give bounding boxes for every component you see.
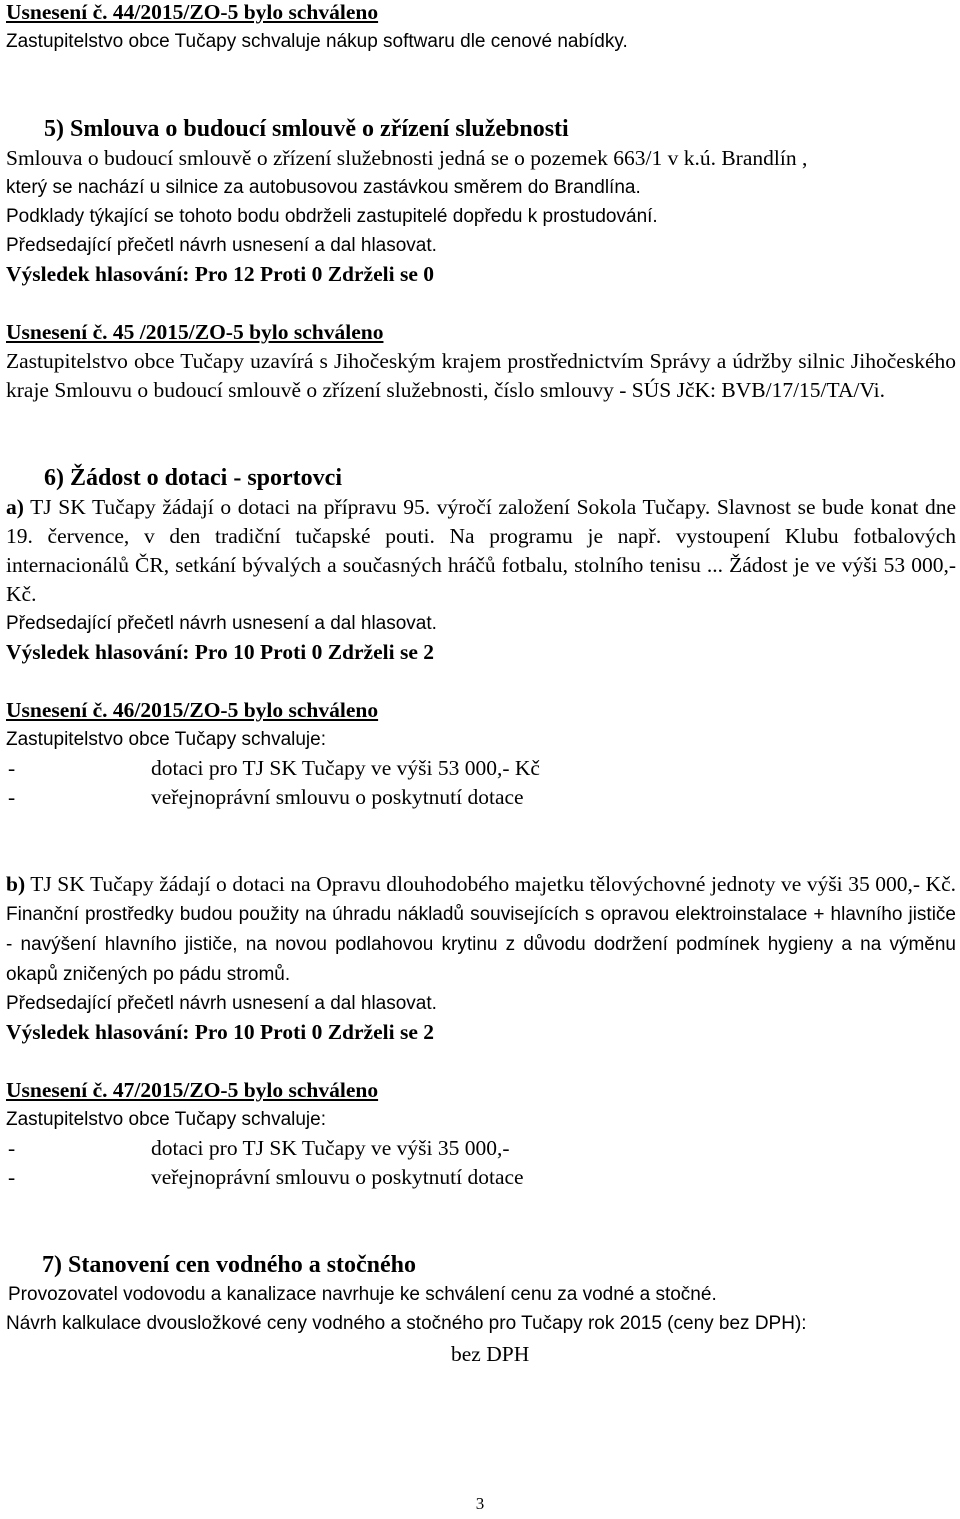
chair-statement: Předsedající přečetl návrh usnesení a dal hlasovat.	[6, 613, 437, 634]
resolution-45	[6, 318, 956, 405]
item-text: TJ SK Tučapy žádají o dotaci na Opravu dlouhodobého majetku tělovýchovné jednoty ve výši 35 000,- Kč.	[25, 872, 956, 896]
section-title: 6) Žádost o dotaci - sportovci	[44, 465, 342, 491]
item-text: Finanční prostředky budou použity na úhradu nákladů souvisejících s opravou elektroinstalace + hlavního jističe - navýšení hlavního jističe, na novou podlahovou krytinu z důvodu dodržení podmínek hygieny a na výměnu okapů zničených po pádu stromů.	[6, 904, 956, 985]
section-line: Provozovatel vodovodu a kanalizace navrhuje ke schválení cenu za vodné a stočné.	[8, 1284, 717, 1305]
resolution-intro: Zastupitelstvo obce Tučapy schvaluje:	[6, 729, 327, 750]
resolution-intro: Zastupitelstvo obce Tučapy schvaluje:	[6, 1109, 327, 1130]
vote-result: Výsledek hlasování: Pro 10 Proti 0 Zdrželi se 2	[6, 640, 434, 664]
page-number: 3	[475, 1494, 485, 1513]
resolution-text: Zastupitelstvo obce Tučapy uzavírá s Jihočeským krajem prostřednictvím Správy a údržby silnic Jihočeského kraje Smlouvu o budoucí smlouvě o zřízení služebnosti, číslo smlouvy - SÚS JčK: BVB/17/15/TA/Vi.	[6, 349, 956, 402]
list-item-text: veřejnoprávní smlouvu o poskytnutí dotace	[151, 785, 524, 809]
section-title: 5) Smlouva o budoucí smlouvě o zřízení služebnosti	[44, 116, 569, 142]
list-item-text: dotaci pro TJ SK Tučapy ve výši 35 000,-	[151, 1136, 510, 1160]
section-5	[6, 114, 956, 289]
resolution-47	[6, 1076, 956, 1192]
resolution-heading: Usnesení č. 45 /2015/ZO-5 bylo schváleno	[6, 320, 384, 344]
list-item	[6, 754, 956, 783]
section-6b	[6, 870, 956, 1047]
section-7	[6, 1250, 956, 1369]
section-title: 7) Stanovení cen vodného a stočného	[42, 1252, 417, 1278]
item-label: b)	[6, 872, 26, 896]
list-item-text: veřejnoprávní smlouvu o poskytnutí dotace	[151, 1165, 524, 1189]
section-paragraph	[6, 870, 956, 989]
section-line: Podklady týkající se tohoto bodu obdrželi zastupitelé dopředu k prostudování.	[6, 206, 658, 227]
list-item-text: dotaci pro TJ SK Tučapy ve výši 53 000,- Kč	[151, 756, 540, 780]
section-paragraph	[6, 493, 956, 609]
section-6	[6, 463, 956, 667]
list-item	[6, 1163, 956, 1192]
list-item	[6, 783, 956, 812]
chair-statement: Předsedající přečetl návrh usnesení a dal hlasovat.	[6, 993, 437, 1014]
resolution-heading: Usnesení č. 47/2015/ZO-5 bylo schváleno	[6, 1078, 379, 1102]
resolution-text: Zastupitelstvo obce Tučapy schvaluje nákup softwaru dle cenové nabídky.	[6, 31, 628, 52]
list-item	[6, 1134, 956, 1163]
resolution-44	[6, 0, 956, 56]
vote-result: Výsledek hlasování: Pro 10 Proti 0 Zdrželi se 2	[6, 1020, 434, 1044]
item-text: TJ SK Tučapy žádají o dotaci na přípravu 95. výročí založení Sokola Tučapy. Slavnost se bude konat dne 19. července, v den tradiční tučapské pouti. Na programu je např. vystoupení Klubu fotbalových internacionálů ČR, setkání bývalých a současných hráčů fotbalu, stolního tenisu ... Žádost je ve výši 53 000,- Kč.	[6, 495, 956, 606]
list-dash: -	[8, 756, 16, 780]
list-dash: -	[8, 1165, 16, 1189]
section-line: Smlouva o budoucí smlouvě o zřízení služebnosti jedná se o pozemek 663/1 v k.ú. Brandlín ,	[6, 146, 808, 170]
section-line: Návrh kalkulace dvousložkové ceny vodného a stočného pro Tučapy rok 2015 (ceny bez DPH):	[6, 1313, 807, 1334]
chair-statement: Předsedající přečetl návrh usnesení a dal hlasovat.	[6, 235, 437, 256]
table-caption: bez DPH	[451, 1342, 530, 1366]
document-page	[6, 0, 956, 1369]
vote-result: Výsledek hlasování: Pro 12 Proti 0 Zdrželi se 0	[6, 262, 434, 286]
resolution-heading: Usnesení č. 46/2015/ZO-5 bylo schváleno	[6, 698, 379, 722]
resolution-46	[6, 696, 956, 812]
resolution-heading: Usnesení č. 44/2015/ZO-5 bylo schváleno	[6, 0, 379, 24]
item-label: a)	[6, 495, 24, 519]
section-line: který se nachází u silnice za autobusovou zastávkou směrem do Brandlína.	[6, 177, 641, 198]
list-dash: -	[8, 785, 16, 809]
list-dash: -	[8, 1136, 16, 1160]
